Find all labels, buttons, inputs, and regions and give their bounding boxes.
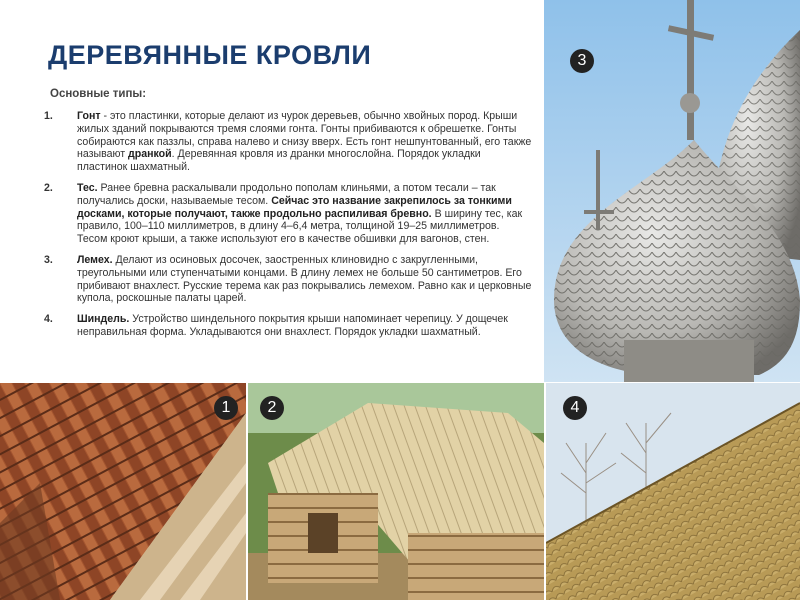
item-number: 3.	[44, 253, 53, 266]
item-bold-text: Гонт	[77, 110, 101, 122]
photo-log-house	[248, 383, 544, 600]
item-bold-text: Сейчас это название закрепилось за тонкими досками, которые получают, также продольно распиливая бревно.	[77, 194, 512, 220]
roof-type-item	[42, 254, 532, 305]
badge-4: 4	[563, 396, 587, 420]
item-text: Делают из осиновых досочек, заостренных клиновидно с закругленными, треугольными или ступенчатыми концами. В длину лемех не больше 50 сантиметров. Его прибивают внахлест. Русские терема как раз покрывались лемехом. Равно как и церковные купола, роскошные палаты царей.	[77, 253, 532, 305]
roof-type-item	[42, 182, 532, 246]
roof-type-item	[42, 110, 532, 174]
photo-shingle-roof	[0, 383, 246, 600]
subtitle: Основные типы:	[50, 88, 147, 100]
badge-1: 1	[214, 396, 238, 420]
item-bold-text: Лемех.	[77, 253, 113, 266]
item-text: Ранее бревна раскалывали продольно пополам клиньями, а потом тесали – так получались доски, называемые тесом.	[77, 181, 496, 207]
item-bold-text: Тес.	[77, 181, 98, 194]
item-bold-text: дранкой	[128, 148, 172, 161]
item-text: - это пластинки, которые делают из чурок деревьев, обычно хвойных пород. Крыши жилых зданий покрываются тремя слоями гонта. Гонты прибиваются к обрешетке. Гонты собираются как паззлы, справа налево и снизу вверх. Есть гонт нешпунтованный, его также называют	[77, 110, 532, 161]
item-text: В ширину тес, как правило, 100–110 миллиметров, в длину 4–6,4 метра, толщиной 19–25 миллиметров. Тесом кроют крыши, а также используют его в качестве обшивки для вагонов, стен.	[77, 207, 523, 246]
roof-types-list	[42, 110, 532, 347]
item-text: . Деревянная кровля из дранки многослойна. Порядок укладки пластинок шахматный.	[77, 148, 481, 174]
item-number: 2.	[44, 181, 53, 194]
badge-2: 2	[260, 396, 284, 420]
badge-3: 3	[570, 49, 594, 73]
roof-type-item	[42, 313, 532, 339]
item-text: Устройство шиндельного покрытия крыши напоминает черепицу. У дощечек неправильная форма. Укладываются они внахлест. Порядок укладки шахматный.	[77, 313, 508, 338]
item-number: 4.	[44, 313, 53, 326]
item-bold-text: Шиндель.	[77, 313, 130, 326]
page-title: ДЕРЕВЯННЫЕ КРОВЛИ	[48, 40, 372, 70]
item-number: 1.	[44, 110, 53, 122]
